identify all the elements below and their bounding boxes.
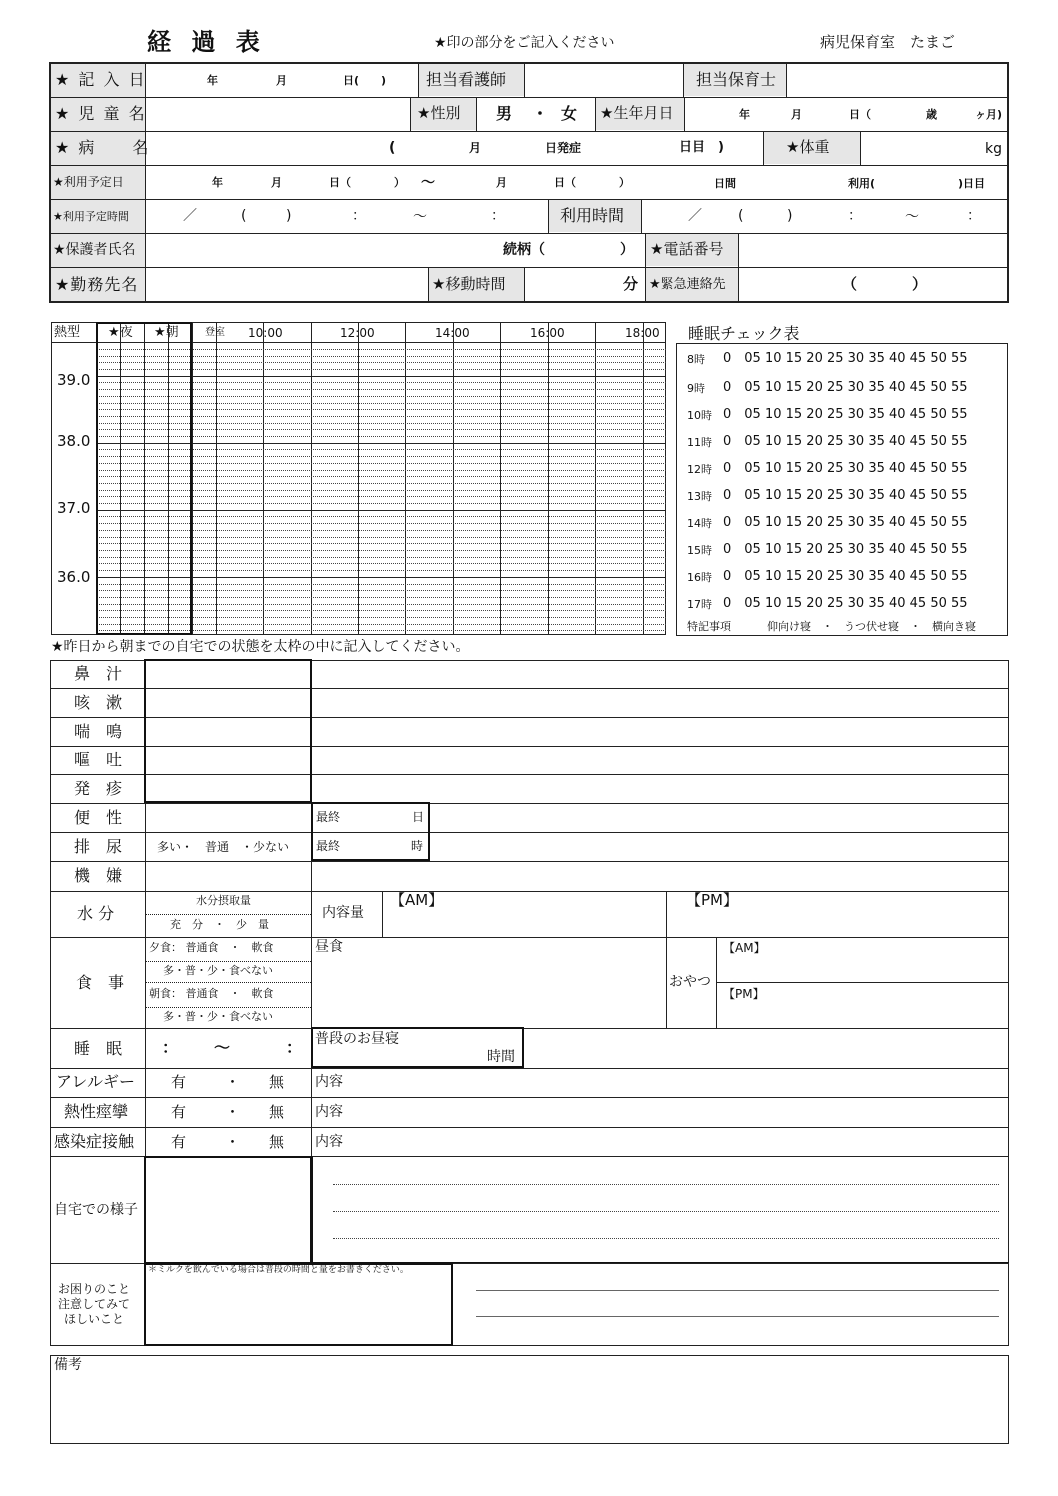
milk-note: ＊ミルクを飲んでいる場合は普段の時間と量をお書きください。 (148, 1265, 409, 1275)
symptoms-thick-frame (144, 659, 312, 803)
caretaker-field[interactable] (789, 65, 1007, 95)
birth-label: ★生年月日 (600, 104, 674, 122)
illness-month-unit: 月 (469, 141, 482, 155)
urine-last-label: 最終 (316, 839, 341, 853)
febrile-yes[interactable]: 有 (171, 1103, 187, 1121)
birth-months-unit: ヶ月) (975, 108, 1003, 121)
allergy-sep: ・ (225, 1073, 241, 1091)
sleep-hour-8: 16時 (687, 571, 712, 584)
sleep-minutes-1[interactable]: 0 05 10 15 20 25 30 35 40 45 50 55 (723, 380, 968, 395)
sleep-colon-2: ： (286, 1038, 303, 1057)
planned-month2-unit: 月 (496, 176, 507, 189)
temp-label-38: 38.0 (57, 432, 91, 450)
fever-type-label: 熱型 (54, 325, 81, 340)
cough-label: 咳 漱 (74, 693, 123, 712)
remarks-label: 備考 (54, 1357, 82, 1373)
remarks-box[interactable] (50, 1355, 1009, 1444)
water-amount-options[interactable]: 充 分 ・ 少 量 (170, 918, 269, 931)
use-colon: ： (848, 208, 862, 224)
home-instruction: ★昨日から朝までの自宅での状態を太枠の中に記入してください。 (51, 639, 470, 655)
time-label-1400: 14:00 (435, 326, 470, 340)
planned-date-label: ★利用予定日 (53, 175, 124, 189)
infection-yes[interactable]: 有 (171, 1133, 187, 1151)
breakfast-options[interactable]: 朝食： 普通食 ・ 軟食 (149, 987, 274, 1000)
allergy-no[interactable]: 無 (269, 1073, 285, 1091)
sleep-hour-5: 13時 (687, 490, 712, 503)
illness-days-unit: 日目 ) (679, 140, 724, 155)
temp-label-37: 37.0 (57, 499, 91, 517)
time-label-1600: 16:00 (530, 326, 565, 340)
birth-day-unit: 日（ (849, 108, 871, 121)
sleep-minutes-8[interactable]: 0 05 10 15 20 25 30 35 40 45 50 55 (723, 569, 968, 584)
sleep-label: 睡 眠 (74, 1039, 123, 1058)
sleep-minutes-9[interactable]: 0 05 10 15 20 25 30 35 40 45 50 55 (723, 596, 968, 611)
planned-day2-unit: 日（ (554, 176, 576, 189)
stool-last-label: 最終 (316, 810, 341, 824)
illness-paren: ( (389, 140, 396, 156)
use-time-label: 利用時間 (560, 206, 625, 225)
gender-separator: ・ (532, 104, 549, 123)
allergy-label: アレルギー (56, 1072, 135, 1091)
concerns-thick-frame (144, 1263, 453, 1346)
snack-pm-label: 【PM】 (723, 987, 765, 1001)
time-close: ) (286, 208, 292, 224)
sleep-hour-7: 15時 (687, 544, 712, 557)
birth-month-unit: 月 (791, 108, 802, 121)
febrile-no[interactable]: 無 (269, 1103, 285, 1121)
planned-use-unit: 利用( (848, 177, 876, 190)
phone-label: ★電話番号 (650, 240, 724, 258)
weight-label: ★体重 (786, 138, 830, 156)
infection-no[interactable]: 無 (269, 1133, 285, 1151)
sleep-positions[interactable]: 仰向け寝 ・ うつ伏せ寝 ・ 横向き寝 (767, 620, 976, 633)
planned-day2-close: ） (619, 176, 630, 189)
concern-label-1: お困りのこと (58, 1282, 131, 1296)
phone-field[interactable] (741, 235, 1006, 265)
sleep-hour-1: 9時 (687, 382, 705, 395)
lunch-label: 昼食 (315, 939, 343, 955)
sleep-minutes-3[interactable]: 0 05 10 15 20 25 30 35 40 45 50 55 (723, 434, 968, 449)
sleep-minutes-0[interactable]: 0 05 10 15 20 25 30 35 40 45 50 55 (723, 351, 968, 366)
night-morning-thick-frame (96, 322, 192, 635)
temp-label-36: 36.0 (57, 568, 91, 586)
home-state-thick-left (144, 1156, 312, 1264)
sleep-hour-9: 17時 (687, 598, 712, 611)
sleep-check-title: 睡眠チェック表 (688, 324, 800, 343)
time-colon-2: ： (491, 208, 505, 224)
sleep-hour-3: 11時 (687, 436, 712, 449)
sleep-minutes-4[interactable]: 0 05 10 15 20 25 30 35 40 45 50 55 (723, 461, 968, 476)
relation-label: 続柄（ (503, 242, 545, 258)
water-pm-label: 【PM】 (686, 891, 738, 909)
time-label-1200: 12:00 (340, 326, 375, 340)
gender-label: ★性別 (417, 104, 461, 122)
planned-day-close: ） (394, 176, 405, 189)
stool-label: 便 性 (74, 808, 123, 827)
time-open: ( (241, 208, 247, 224)
page-title: 経 過 表 (147, 28, 266, 56)
sleep-hour-0: 8時 (687, 353, 705, 366)
illness-onset-unit: 日発症 (545, 141, 582, 155)
sleep-minutes-6[interactable]: 0 05 10 15 20 25 30 35 40 45 50 55 (723, 515, 968, 530)
rash-label: 発 疹 (74, 779, 123, 798)
use-close: ) (787, 208, 793, 224)
birth-year-unit: 年 (739, 108, 750, 121)
caretaker-label: 担当保育士 (696, 70, 777, 89)
guardian-label: ★保護者氏名 (53, 242, 136, 258)
female-option[interactable]: 女 (561, 104, 578, 123)
workplace-field[interactable] (148, 269, 424, 301)
mood-label: 機 嫌 (74, 866, 123, 885)
time-colon: ： (352, 208, 366, 224)
planned-year-unit: 年 (212, 176, 223, 189)
nurse-field[interactable] (526, 65, 680, 95)
planned-nth-unit: )日目 (958, 177, 986, 190)
notes-label: 特記事項 (687, 620, 731, 633)
use-colon-2: ： (967, 208, 981, 224)
time-label-1000: 10:00 (248, 326, 283, 340)
emergency-close: ） (912, 275, 928, 293)
sleep-hour-6: 14時 (687, 517, 712, 530)
workplace-label: ★勤務先名 (55, 275, 139, 294)
sleep-minutes-7[interactable]: 0 05 10 15 20 25 30 35 40 45 50 55 (723, 542, 968, 557)
infection-label: 感染症接触 (54, 1132, 135, 1151)
dinner-options[interactable]: 夕食： 普通食 ・ 軟食 (149, 941, 274, 954)
nurse-label: 担当看護師 (426, 70, 507, 89)
emergency-label: ★緊急連絡先 (649, 277, 726, 292)
stool-day-unit: 日 (412, 810, 425, 824)
allergy-content-label: 内容 (315, 1074, 343, 1090)
breakfast-amount-options[interactable]: 多・普・少・食べない (163, 1010, 273, 1023)
water-am-label: 【AM】 (390, 891, 444, 909)
emergency-open: （ (842, 275, 858, 293)
entry-year-unit: 年 (207, 74, 218, 87)
nap-hours-unit: 時間 (487, 1049, 515, 1065)
home-state-thick-right (311, 1156, 1009, 1264)
snack-am-label: 【AM】 (723, 941, 766, 955)
water-intake-label: 水分摂取量 (196, 894, 251, 907)
facility-name: 病児保育室 たまご (820, 33, 956, 51)
febrile-content-label: 内容 (315, 1104, 343, 1120)
arrival-label: 登室 (205, 327, 225, 338)
meal-label: 食 事 (76, 973, 125, 992)
urine-label: 排 尿 (74, 837, 123, 856)
infection-content-label: 内容 (315, 1134, 343, 1150)
sleep-hour-4: 12時 (687, 463, 712, 476)
planned-tilde: ～ (421, 175, 435, 191)
planned-month-unit: 月 (271, 176, 282, 189)
sleep-hour-2: 10時 (687, 409, 712, 422)
use-tilde: ～ (905, 209, 919, 225)
concern-label-3: ほしいこと (64, 1312, 125, 1326)
sleep-minutes-2[interactable]: 0 05 10 15 20 25 30 35 40 45 50 55 (723, 407, 968, 422)
planned-days-unit: 日間 (714, 177, 736, 190)
entry-date-label: ★ 記 入 日 (55, 70, 147, 89)
planned-day-unit: 日（ (329, 176, 351, 189)
home-state-label: 自宅での様子 (54, 1202, 138, 1218)
allergy-yes[interactable]: 有 (171, 1073, 187, 1091)
snack-label: おやつ (669, 974, 711, 990)
sleep-tilde: ～ (214, 1038, 231, 1057)
planned-time-label: ★利用予定時間 (53, 210, 129, 223)
minutes-unit: 分 (623, 275, 639, 293)
urine-amount[interactable]: 多い・ 普通 ・少ない (157, 840, 290, 854)
birth-age-unit: 歳 (926, 108, 937, 121)
concern-label-2: 注意してみて (58, 1297, 131, 1311)
vomit-label: 嘔 吐 (74, 750, 123, 769)
febrile-label: 熱性痙攣 (64, 1102, 129, 1121)
use-open: ( (738, 208, 744, 224)
water-label: 水 分 (77, 904, 115, 923)
instruction-text: ★印の部分をご記入ください (434, 35, 615, 51)
illness-label: ★ 病 名 (55, 138, 151, 157)
male-option[interactable]: 男 (496, 104, 513, 123)
kg-unit: kg (985, 141, 1002, 157)
night-label: ★夜 (108, 325, 133, 340)
content-amount-label: 内容量 (322, 905, 364, 921)
wheeze-label: 喘 鳴 (74, 722, 123, 741)
febrile-sep: ・ (225, 1103, 241, 1121)
use-slash: ／ (688, 208, 702, 224)
infection-sep: ・ (225, 1133, 241, 1151)
sleep-minutes-5[interactable]: 0 05 10 15 20 25 30 35 40 45 50 55 (723, 488, 968, 503)
dinner-amount-options[interactable]: 多・普・少・食べない (163, 964, 273, 977)
commute-label: ★移動時間 (432, 275, 506, 293)
sleep-colon: ： (162, 1038, 179, 1057)
child-name-field[interactable] (148, 99, 406, 129)
time-label-1800: 18:00 (625, 326, 660, 340)
guardian-field[interactable] (148, 235, 493, 265)
temp-label-39: 39.0 (57, 371, 91, 389)
urine-hour-unit: 時 (411, 839, 424, 853)
morning-label: ★朝 (154, 325, 179, 340)
child-name-label: ★ 児 童 名 (55, 104, 147, 123)
entry-month-unit: 月 (276, 74, 287, 87)
time-slash: ／ (183, 208, 197, 224)
nap-label: 普段のお昼寝 (315, 1031, 399, 1047)
time-tilde: ～ (413, 209, 427, 225)
relation-close: ） (620, 242, 634, 258)
entry-day-unit: 日( ) (343, 74, 387, 87)
nose-label: 鼻 汁 (74, 664, 123, 683)
